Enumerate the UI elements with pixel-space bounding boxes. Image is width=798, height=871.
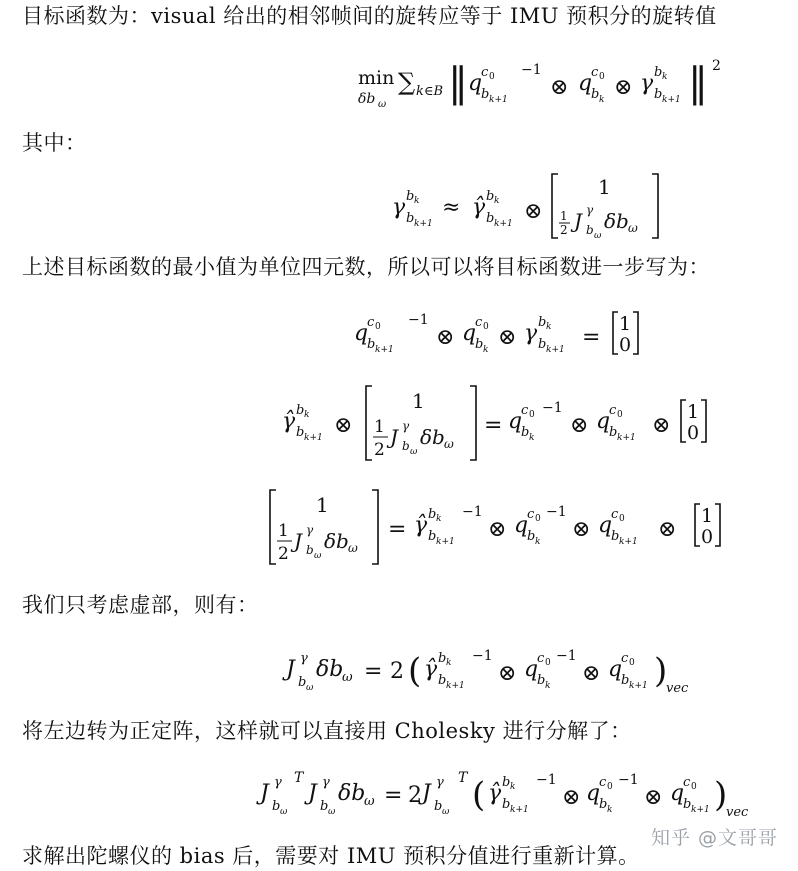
svg-text:0: 0 — [701, 526, 714, 548]
text-where: 其中： — [22, 131, 87, 155]
svg-text:γ̂: γ̂ — [472, 195, 486, 220]
svg-text:q: q — [354, 321, 369, 346]
svg-text:b: b — [367, 337, 376, 352]
svg-text:k: k — [545, 681, 551, 691]
svg-text:⊗: ⊗ — [498, 661, 517, 686]
svg-text:b: b — [502, 775, 511, 790]
svg-text:b: b — [402, 439, 410, 453]
svg-text:J: J — [308, 781, 317, 806]
svg-text:0: 0 — [545, 658, 551, 668]
svg-text:γ: γ — [274, 775, 282, 790]
svg-text:⊗: ⊗ — [652, 413, 671, 438]
equation-unit-quaternion — [352, 306, 652, 366]
svg-text:γ: γ — [640, 71, 654, 96]
svg-text:−1: −1 — [546, 504, 567, 520]
svg-text:b: b — [486, 189, 495, 204]
svg-text:−1: −1 — [618, 772, 639, 788]
svg-text:0: 0 — [599, 72, 605, 82]
svg-text:γ: γ — [524, 321, 538, 346]
equation-objective — [356, 54, 736, 118]
svg-text:0: 0 — [489, 72, 495, 82]
equation-gamma-approx — [390, 170, 680, 242]
svg-text:T: T — [458, 770, 468, 786]
svg-text:⊗: ⊗ — [524, 199, 543, 224]
svg-text:ω: ω — [410, 447, 418, 457]
svg-text:q: q — [586, 781, 601, 806]
svg-text:c: c — [521, 403, 529, 418]
svg-text:b: b — [320, 799, 329, 814]
svg-text:⊗: ⊗ — [498, 325, 517, 350]
svg-text:b: b — [486, 211, 495, 226]
svg-text:b: b — [538, 337, 547, 352]
equation-rearranged-1 — [280, 382, 720, 464]
svg-text:c: c — [481, 65, 489, 80]
svg-text:2: 2 — [560, 223, 568, 237]
svg-text:γ: γ — [586, 203, 594, 217]
svg-text:J: J — [422, 781, 431, 806]
svg-text:k+1: k+1 — [662, 95, 681, 105]
svg-text:⊗: ⊗ — [614, 75, 633, 100]
svg-text:⊗: ⊗ — [644, 785, 663, 810]
svg-text:⊗: ⊗ — [582, 661, 601, 686]
equation-normal-form — [258, 764, 778, 830]
svg-text:γ: γ — [300, 651, 308, 666]
svg-text:1: 1 — [598, 175, 611, 199]
svg-text:q: q — [524, 657, 539, 682]
svg-text:k+1: k+1 — [446, 681, 465, 691]
svg-text:k: k — [546, 322, 552, 332]
svg-text:⊗: ⊗ — [658, 517, 677, 542]
svg-text:b: b — [611, 529, 620, 544]
svg-text:=: = — [388, 517, 407, 542]
svg-text:q: q — [462, 321, 477, 346]
svg-text:‖: ‖ — [688, 60, 708, 106]
svg-text:q: q — [670, 781, 685, 806]
svg-text:⊗: ⊗ — [572, 517, 591, 542]
svg-text:0: 0 — [687, 422, 700, 444]
svg-text:b: b — [296, 425, 305, 440]
svg-text:∑: ∑ — [398, 68, 416, 96]
text-recompute: 求解出陀螺仪的 bias 后，需要对 IMU 预积分值进行重新计算。 — [22, 844, 640, 868]
svg-text:γ: γ — [436, 775, 444, 790]
svg-text:ω: ω — [306, 683, 314, 693]
svg-text:J: J — [260, 781, 269, 806]
svg-text:b: b — [406, 211, 415, 226]
svg-text:0: 0 — [619, 514, 625, 524]
svg-text:0: 0 — [617, 410, 623, 420]
svg-text:γ̂: γ̂ — [282, 409, 296, 434]
svg-text:ω: ω — [628, 221, 638, 235]
svg-text:q: q — [608, 657, 623, 682]
svg-text:b: b — [428, 529, 437, 544]
svg-text:0: 0 — [619, 334, 632, 356]
svg-text:k+1: k+1 — [304, 433, 323, 443]
svg-text:1: 1 — [316, 493, 329, 517]
svg-text:k: k — [483, 345, 489, 355]
svg-text:vec: vec — [726, 805, 749, 820]
svg-text:=: = — [384, 783, 403, 808]
svg-text:k∈B: k∈B — [416, 84, 444, 99]
svg-text:): ) — [714, 775, 728, 815]
svg-text:b: b — [272, 799, 281, 814]
svg-text:1: 1 — [701, 505, 714, 527]
svg-text:≈: ≈ — [442, 195, 461, 220]
text-imaginary-part: 我们只考虑虚部，则有： — [22, 593, 259, 617]
svg-text:−1: −1 — [521, 62, 542, 78]
svg-text:ω: ω — [342, 670, 353, 685]
svg-text:δb: δb — [604, 209, 629, 233]
svg-text:1: 1 — [619, 313, 632, 335]
svg-text:0: 0 — [691, 782, 697, 792]
svg-text:J: J — [390, 425, 399, 449]
svg-text:b: b — [609, 425, 618, 440]
svg-text:2: 2 — [712, 58, 721, 74]
svg-text:k+1: k+1 — [629, 681, 648, 691]
svg-text:1: 1 — [374, 417, 385, 437]
svg-text:b: b — [599, 797, 608, 812]
svg-text:c: c — [591, 65, 599, 80]
svg-text:b: b — [298, 675, 307, 690]
svg-text:k+1: k+1 — [494, 219, 513, 229]
svg-text:ω: ω — [328, 807, 336, 817]
svg-text:1: 1 — [560, 209, 568, 223]
svg-text:c: c — [621, 651, 629, 666]
svg-text:1: 1 — [687, 401, 700, 423]
svg-text:0: 0 — [483, 322, 489, 332]
svg-text:2: 2 — [278, 544, 289, 564]
svg-text:1: 1 — [278, 521, 289, 541]
svg-text:J: J — [574, 209, 583, 233]
text-cholesky: 将左边转为正定阵，这样就可以直接用 Cholesky 进行分解了： — [22, 719, 632, 743]
svg-text:k: k — [436, 514, 442, 524]
svg-text:c: c — [683, 775, 691, 790]
svg-text:k+1: k+1 — [619, 537, 638, 547]
svg-text:ω: ω — [442, 807, 450, 817]
svg-text:(: ( — [408, 651, 422, 691]
svg-text:δb: δb — [338, 781, 366, 806]
svg-text:γ̂: γ̂ — [414, 513, 428, 538]
svg-text:c: c — [611, 507, 619, 522]
svg-text:⊗: ⊗ — [488, 517, 507, 542]
svg-text:): ) — [654, 651, 668, 691]
svg-text:2: 2 — [390, 659, 404, 684]
svg-text:b: b — [306, 543, 314, 557]
svg-text:k: k — [535, 537, 541, 547]
svg-text:q: q — [596, 409, 611, 434]
svg-text:J: J — [294, 529, 303, 553]
svg-text:ω: ω — [280, 807, 288, 817]
svg-text:b: b — [475, 337, 484, 352]
svg-text:k: k — [607, 805, 613, 815]
svg-text:vec: vec — [666, 681, 689, 696]
svg-text:⊗: ⊗ — [436, 325, 455, 350]
svg-text:⊗: ⊗ — [570, 413, 589, 438]
equation-imaginary-part — [284, 640, 724, 706]
svg-text:k+1: k+1 — [436, 537, 455, 547]
svg-text:δb: δb — [316, 657, 344, 682]
svg-text:b: b — [683, 797, 692, 812]
svg-text:b: b — [406, 189, 415, 204]
svg-text:2: 2 — [408, 783, 422, 808]
svg-text:1: 1 — [412, 389, 425, 413]
svg-text:b: b — [434, 799, 443, 814]
svg-text:b: b — [537, 673, 546, 688]
svg-text:‖: ‖ — [448, 60, 468, 106]
svg-text:⊗: ⊗ — [550, 75, 569, 100]
svg-text:b: b — [481, 87, 490, 102]
svg-text:ω: ω — [348, 541, 358, 555]
svg-text:c: c — [527, 507, 535, 522]
svg-text:−1: −1 — [536, 772, 557, 788]
svg-text:k: k — [662, 72, 668, 82]
svg-text:γ: γ — [392, 195, 406, 220]
svg-text:0: 0 — [629, 658, 635, 668]
svg-text:b: b — [296, 403, 305, 418]
svg-text:c: c — [599, 775, 607, 790]
svg-text:δb: δb — [358, 91, 376, 107]
svg-text:b: b — [654, 87, 663, 102]
svg-text:c: c — [475, 315, 483, 330]
svg-text:−1: −1 — [472, 648, 493, 664]
svg-text:k: k — [510, 782, 516, 792]
svg-text:k: k — [599, 95, 605, 105]
svg-text:⊗: ⊗ — [562, 785, 581, 810]
svg-text:b: b — [654, 65, 663, 80]
svg-text:k: k — [304, 410, 310, 420]
svg-text:q: q — [508, 409, 523, 434]
svg-text:0: 0 — [529, 410, 535, 420]
svg-text:k+1: k+1 — [489, 95, 508, 105]
svg-text:−1: −1 — [556, 648, 577, 664]
svg-text:T: T — [294, 770, 304, 786]
svg-text:−1: −1 — [542, 400, 563, 416]
svg-text:q: q — [578, 71, 593, 96]
svg-text:J: J — [286, 657, 295, 682]
svg-text:b: b — [502, 797, 511, 812]
svg-text:c: c — [367, 315, 375, 330]
text-objective-intro: 目标函数为：visual 给出的相邻帧间的旋转应等于 IMU 预积分的旋转值 — [22, 4, 717, 28]
svg-text:k: k — [529, 433, 535, 443]
svg-text:0: 0 — [375, 322, 381, 332]
svg-text:=: = — [484, 413, 503, 438]
svg-text:γ: γ — [402, 419, 410, 433]
svg-text:ω: ω — [314, 551, 322, 561]
svg-text:=: = — [582, 325, 601, 350]
svg-text:b: b — [438, 651, 447, 666]
svg-text:−1: −1 — [462, 504, 483, 520]
svg-text:b: b — [438, 673, 447, 688]
svg-text:b: b — [521, 425, 530, 440]
svg-text:b: b — [591, 87, 600, 102]
svg-text:q: q — [598, 513, 613, 538]
watermark: 知乎 @文哥哥 — [650, 827, 778, 849]
svg-text:b: b — [621, 673, 630, 688]
svg-text:k+1: k+1 — [414, 219, 433, 229]
svg-text:ω: ω — [444, 437, 454, 451]
svg-text:ω: ω — [594, 231, 602, 241]
svg-text:min: min — [358, 67, 395, 89]
svg-text:γ̂: γ̂ — [424, 657, 438, 682]
text-minimum-unit-quat: 上述目标函数的最小值为单位四元数，所以可以将目标函数进一步写为： — [22, 255, 710, 279]
svg-text:b: b — [527, 529, 536, 544]
svg-text:ω: ω — [378, 99, 387, 110]
svg-text:−1: −1 — [408, 312, 429, 328]
svg-text:k: k — [414, 196, 420, 206]
equation-rearranged-2 — [266, 486, 746, 568]
svg-text:c: c — [609, 403, 617, 418]
svg-text:k: k — [494, 196, 500, 206]
svg-text:k+1: k+1 — [546, 345, 565, 355]
svg-text:γ̂: γ̂ — [488, 781, 502, 806]
svg-text:(: ( — [472, 775, 486, 815]
svg-text:k: k — [446, 658, 452, 668]
svg-text:k+1: k+1 — [510, 805, 529, 815]
svg-text:=: = — [364, 659, 383, 684]
svg-text:γ: γ — [306, 523, 314, 537]
svg-text:0: 0 — [535, 514, 541, 524]
svg-text:γ: γ — [322, 775, 330, 790]
svg-text:δb: δb — [324, 529, 349, 553]
svg-text:δb: δb — [420, 425, 445, 449]
svg-text:q: q — [468, 71, 483, 96]
svg-text:k+1: k+1 — [375, 345, 394, 355]
svg-text:0: 0 — [607, 782, 613, 792]
svg-text:c: c — [537, 651, 545, 666]
svg-text:⊗: ⊗ — [334, 413, 353, 438]
svg-text:2: 2 — [374, 440, 385, 460]
svg-text:b: b — [586, 223, 594, 237]
svg-text:k+1: k+1 — [617, 433, 636, 443]
svg-text:ω: ω — [364, 794, 375, 809]
svg-text:k+1: k+1 — [691, 805, 710, 815]
svg-text:b: b — [428, 507, 437, 522]
svg-text:q: q — [514, 513, 529, 538]
svg-text:b: b — [538, 315, 547, 330]
